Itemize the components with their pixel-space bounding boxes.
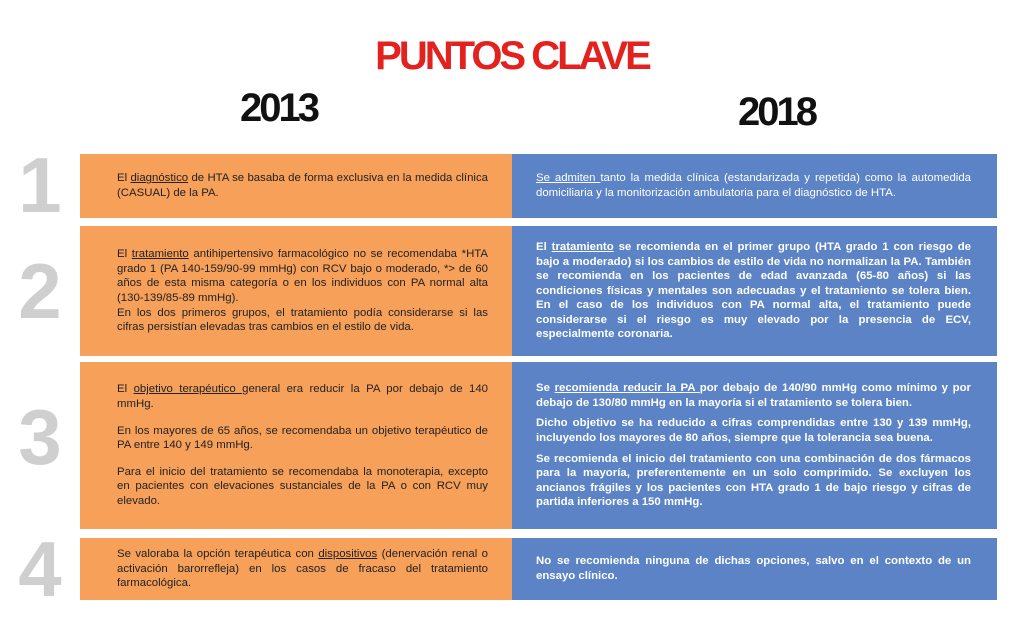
point-number-1: 1 [18, 141, 62, 229]
diagnostico-term: diagnóstico [130, 172, 189, 185]
row3-2018-text-2: Dicho objetivo se ha reducido a cifras comprendidas entre 130 y 139 mmHg, incluyendo los mayores de 80 años, siempre que la tolerancia sea buena. [536, 417, 971, 444]
row1-2013-text: El diagnóstico de HTA se basaba de forma exclusiva en la medida clínica (CASUAL) de la PA. [117, 172, 488, 199]
row1-2013-box [80, 154, 512, 218]
row2-2013-text-1: El tratamiento antihipertensivo farmacológico no se recomendaba *HTA grado 1 (PA 140-159/90-99 mmHg) con RCV bajo o moderado, *> de 60 años de esta misma categoría o en los individuos con PA normal alta (130-139/85-89 mmHg). [117, 248, 489, 304]
tratamiento-term: tratamiento [131, 248, 189, 261]
row3-2013-text-2: En los mayores de 65 años, se recomendaba un objetivo terapéutico de PA entre 140 y 149 mmHg. [117, 424, 488, 452]
row2-2013-text-2: En los dos primeros grupos, el tratamiento podía considerarse si las cifras persistían elevadas tras cambios en el estilo de vida. [117, 306, 488, 334]
recomienda-term: recomienda reducir la PA [554, 382, 700, 395]
row3-2018-text-1: Se recomienda reducir la PA por debajo de 140/90 mmHg como mínimo y por debajo de 130/80 mmHg en la mayoría si el tratamiento se tolera bien. [536, 382, 971, 409]
row4-2018-box [512, 538, 997, 600]
row3-2013-box [80, 362, 512, 529]
tratamiento-term: tratamiento [551, 240, 614, 253]
year-2018-header: 2018 [738, 90, 815, 134]
row2-2018-text: El tratamiento se recomienda en el primer grupo (HTA grado 1 con riesgo de bajo a moderado) si los cambios de estilo de vida no normalizan la PA. También se recomienda en los pacientes de edad avanzada (65-80 años) si las condiciones físicas y mentales son adecuadas y el tratamiento se tolera bien. En el caso de los individuos con PA normal alta, el tratamiento puede considerarse si el riesgo es muy elevado por la presencia de ECV, especialmente coronaria. [536, 240, 971, 341]
point-number-4: 4 [18, 525, 62, 613]
row1-2018-text: Se admiten tanto la medida clínica (estandarizada y repetida) como la automedida domiciliaria y la monitorización ambulatoria para el diagnóstico de HTA. [536, 172, 971, 199]
page-title: PUNTOS CLAVE [375, 34, 649, 78]
row3-2013-text-1: El objetivo terapéutico general era reducir la PA por debajo de 140 mmHg. [117, 383, 489, 411]
row3-2013-text-3: Para el inicio del tratamiento se recomendaba la monoterapia, excepto en pacientes con elevaciones sustanciales de la PA o con RCV muy elevado. [117, 465, 488, 507]
objetivo-term: objetivo terapéutico [133, 383, 243, 396]
row3-2018-box [512, 362, 997, 529]
row4-2018-text: No se recomienda ninguna de dichas opciones, salvo en el contexto de un ensayo clínico. [536, 555, 971, 582]
row1-2018-box [512, 154, 997, 218]
row2-2013-box [80, 226, 512, 356]
row3-2018-text-3: Se recomienda el inicio del tratamiento con una combinación de dos fármacos para la mayoría, preferentemente en un solo comprimido. Se excluyen los ancianos frágiles y los pacientes con HTA grado 1 de bajo riesgo y cifras de partida inferiores a 150 mmHg. [536, 452, 971, 509]
row4-2013-box [80, 538, 512, 600]
point-number-3: 3 [18, 393, 62, 481]
year-2013-header: 2013 [240, 86, 317, 130]
row4-2013-text: Se valoraba la opción terapéutica con dispositivos (denervación renal o activación barorrefleja) en los casos de fracaso del tratamiento farmacológica. [117, 548, 488, 590]
dispositivos-term: dispositivos [318, 548, 378, 561]
point-number-2: 2 [18, 247, 62, 335]
row2-2018-box [512, 226, 997, 356]
